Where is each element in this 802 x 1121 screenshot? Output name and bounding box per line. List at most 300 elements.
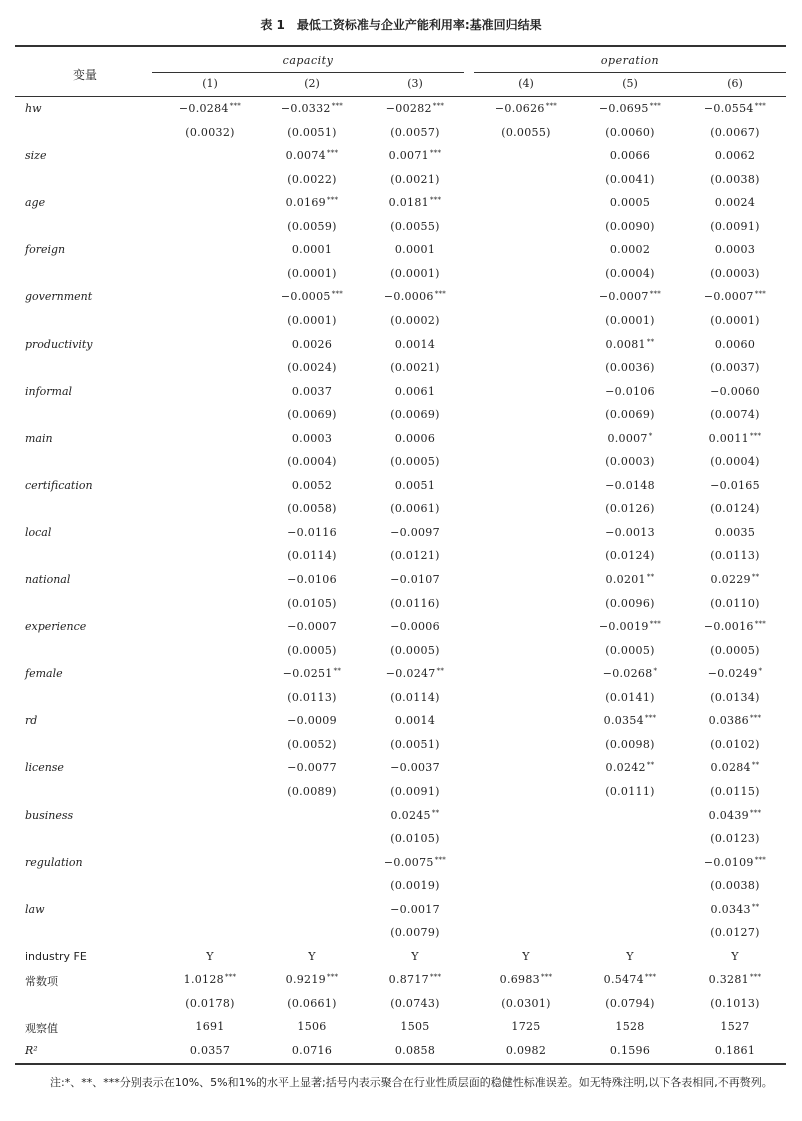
cell-value: 0.0035 — [714, 525, 756, 539]
cell-value: −0.0009 — [287, 714, 337, 728]
table-row — [0, 263, 802, 286]
cell-value: Y — [308, 949, 316, 963]
cell-value: (0.0037) — [710, 361, 760, 375]
table-cell — [683, 903, 787, 916]
significance-stars: ** — [751, 761, 760, 770]
table-cell — [683, 173, 787, 186]
cell-value: −0.0554 — [703, 102, 754, 115]
table-row — [0, 757, 802, 780]
table-cell — [363, 856, 467, 869]
table-cell — [683, 267, 787, 280]
table-cell — [683, 149, 787, 162]
significance-stars: *** — [326, 973, 339, 982]
cell-value: (0.0113) — [287, 690, 337, 704]
cell-value: Y — [522, 949, 530, 963]
row-label: 常数项 — [25, 975, 58, 989]
cell-value: −0.0284 — [178, 102, 229, 115]
table-row — [0, 216, 802, 239]
cell-value: −0.0037 — [390, 761, 440, 775]
cell-value: (0.0001) — [605, 313, 655, 327]
cell-value: 0.0007 — [607, 431, 648, 445]
table-cell — [683, 314, 787, 327]
cell-value: 0.0439 — [708, 808, 749, 822]
cell-value: (0.0001) — [287, 266, 337, 280]
table-cell — [474, 950, 578, 963]
table-cell — [683, 196, 787, 209]
table-caption — [0, 16, 802, 33]
table-cell — [578, 549, 682, 562]
cell-value: −0.0007 — [598, 290, 649, 304]
table-row — [0, 899, 802, 922]
table-cell — [578, 432, 682, 445]
cell-value: (0.0091) — [390, 784, 440, 798]
cell-value: (0.0001) — [287, 313, 337, 327]
significance-stars: * — [648, 431, 653, 440]
cell-value: (0.0038) — [710, 879, 760, 893]
table-cell — [260, 526, 364, 539]
table-row — [0, 475, 802, 498]
table-row — [0, 922, 802, 945]
table-cell — [683, 243, 787, 256]
row-label: age — [25, 196, 46, 210]
cell-value: (0.0661) — [287, 996, 337, 1010]
table-cell — [474, 973, 578, 986]
table-cell — [260, 149, 364, 162]
group-header-capacity: capacity — [282, 54, 334, 67]
table-cell — [578, 173, 682, 186]
table-cell — [578, 267, 682, 280]
column-number: (4) — [518, 77, 534, 90]
cell-value: −0.0007 — [703, 290, 754, 304]
table-cell — [363, 196, 467, 209]
cell-value: −0.0097 — [390, 525, 440, 539]
table-cell — [260, 714, 364, 727]
cell-value: (0.0003) — [605, 455, 655, 469]
table-cell — [578, 785, 682, 798]
table-cell — [578, 691, 682, 704]
table-cell — [683, 879, 787, 892]
cell-value: (0.0004) — [287, 455, 337, 469]
table-row — [0, 993, 802, 1016]
table-cell — [260, 1044, 364, 1057]
cell-value: Y — [411, 949, 419, 963]
table-cell — [363, 126, 467, 139]
significance-stars: ** — [646, 761, 655, 770]
row-label: rd — [25, 714, 38, 728]
header-rule — [15, 96, 786, 97]
cell-value: 0.9219 — [285, 973, 326, 987]
row-label: size — [25, 149, 47, 163]
cell-value: (0.0005) — [287, 643, 337, 657]
cell-value: 0.0284 — [710, 761, 751, 775]
cell-value: (0.0089) — [287, 784, 337, 798]
cell-value: (0.0005) — [710, 643, 760, 657]
significance-stars: ** — [333, 667, 342, 676]
row-label: certification — [25, 478, 93, 492]
cell-value: 0.0071 — [388, 149, 429, 163]
table-cell — [683, 973, 787, 986]
cell-value: 0.0026 — [291, 337, 333, 351]
row-label: law — [25, 902, 45, 916]
table-cell — [578, 738, 682, 751]
table-cell — [363, 502, 467, 515]
significance-stars: ** — [436, 667, 445, 676]
cell-value: 0.0354 — [603, 714, 644, 728]
cell-value: (0.0178) — [185, 996, 235, 1010]
significance-stars: *** — [749, 973, 762, 982]
table-cell — [578, 338, 682, 351]
table-cell — [683, 526, 787, 539]
cell-value: 0.0357 — [189, 1044, 231, 1057]
table-cell — [683, 1044, 787, 1057]
table-row — [0, 498, 802, 521]
table-row — [0, 145, 802, 168]
cell-value: (0.0074) — [710, 408, 760, 422]
table-cell — [683, 667, 787, 680]
column-number: (2) — [304, 77, 320, 90]
table-cell — [474, 1020, 578, 1033]
table-cell — [158, 102, 262, 115]
cell-value: (0.0105) — [287, 596, 337, 610]
significance-stars: *** — [754, 855, 767, 864]
cell-value: −0.0013 — [605, 525, 655, 539]
cell-value: 0.0386 — [708, 714, 749, 728]
significance-stars: ** — [646, 573, 655, 581]
table-cell — [363, 173, 467, 186]
significance-stars: *** — [644, 973, 657, 982]
table-cell — [363, 785, 467, 798]
table-cell — [578, 149, 682, 162]
row-label: hw — [25, 102, 42, 115]
row-label: R² — [25, 1044, 38, 1057]
table-cell — [474, 1044, 578, 1057]
significance-stars: *** — [545, 102, 558, 110]
table-row — [0, 122, 802, 145]
table-cell — [363, 549, 467, 562]
table-cell — [260, 785, 364, 798]
cell-value: −0.0007 — [287, 620, 337, 634]
table-cell — [363, 479, 467, 492]
table-cell — [578, 385, 682, 398]
table-cell — [363, 997, 467, 1010]
cell-value: −0.0626 — [494, 102, 545, 115]
cell-value: (0.0036) — [605, 361, 655, 375]
cell-value: (0.0057) — [390, 125, 440, 139]
cell-value: −0.0060 — [710, 384, 760, 398]
table-cell — [158, 950, 262, 963]
table-row — [0, 1040, 802, 1063]
table-number: 表 1 — [260, 18, 285, 32]
row-label: license — [25, 761, 64, 775]
cell-value: 0.0066 — [609, 149, 651, 163]
table-row — [0, 1016, 802, 1039]
table-cell — [260, 667, 364, 680]
table-cell — [578, 644, 682, 657]
table-cell — [683, 785, 787, 798]
table-cell — [260, 267, 364, 280]
cell-value: (0.0069) — [605, 408, 655, 422]
table-cell — [363, 361, 467, 374]
significance-stars: *** — [429, 149, 442, 158]
table-cell — [683, 761, 787, 774]
cell-value: −0.0106 — [605, 384, 655, 398]
cell-value: (0.0059) — [287, 219, 337, 233]
table-cell — [578, 620, 682, 633]
cell-value: 0.0024 — [714, 196, 756, 210]
significance-stars: *** — [331, 290, 344, 299]
significance-stars: *** — [224, 973, 237, 982]
cell-value: (0.0126) — [605, 502, 655, 516]
table-row — [0, 239, 802, 262]
cell-value: (0.0058) — [287, 502, 337, 516]
table-cell — [683, 290, 787, 303]
column-number: (1) — [202, 77, 218, 90]
table-cell — [363, 903, 467, 916]
table-cell — [260, 738, 364, 751]
table-cell — [260, 620, 364, 633]
cell-value: −0.0005 — [280, 290, 331, 304]
table-cell — [260, 644, 364, 657]
cell-value: (0.1013) — [710, 996, 760, 1010]
significance-stars: ** — [751, 902, 760, 911]
table-cell — [683, 361, 787, 374]
table-cell — [683, 997, 787, 1010]
table-cell — [260, 126, 364, 139]
table-cell — [578, 314, 682, 327]
significance-stars: * — [653, 667, 658, 676]
significance-stars: ** — [751, 573, 760, 581]
table-cell — [260, 502, 364, 515]
cell-value: (0.0121) — [390, 549, 440, 563]
table-cell — [363, 691, 467, 704]
table-cell — [578, 102, 682, 115]
table-cell — [260, 220, 364, 233]
table-row — [0, 805, 802, 828]
table-cell — [683, 479, 787, 492]
significance-stars: *** — [429, 196, 442, 205]
table-cell — [578, 573, 682, 586]
table-row — [0, 616, 802, 639]
table-cell — [683, 644, 787, 657]
table-cell — [260, 408, 364, 421]
table-cell — [260, 361, 364, 374]
cell-value: 0.0181 — [388, 196, 429, 210]
cell-value: (0.0069) — [287, 408, 337, 422]
table-cell — [363, 714, 467, 727]
table-row — [0, 522, 802, 545]
table-cell — [683, 549, 787, 562]
table-cell — [260, 102, 364, 115]
cell-value: −0.0019 — [598, 620, 649, 634]
group-header-operation: operation — [600, 54, 660, 67]
table-cell — [363, 597, 467, 610]
significance-stars: ** — [646, 337, 655, 346]
cell-value: 0.0858 — [394, 1044, 436, 1057]
cell-value: (0.0091) — [710, 219, 760, 233]
table-cell — [158, 126, 262, 139]
cell-value: 0.0051 — [394, 478, 436, 492]
table-cell — [260, 549, 364, 562]
table-cell — [578, 1044, 682, 1057]
table-cell — [363, 149, 467, 162]
cell-value: (0.0032) — [185, 125, 235, 139]
table-cell — [578, 243, 682, 256]
cell-value: (0.0060) — [605, 125, 655, 139]
cell-value: −0.0695 — [598, 102, 649, 115]
table-cell — [683, 950, 787, 963]
table-cell — [260, 573, 364, 586]
table-cell — [683, 126, 787, 139]
table-row — [0, 875, 802, 898]
cell-value: (0.0110) — [710, 596, 760, 610]
table-row — [0, 781, 802, 804]
cell-value: 0.0011 — [708, 431, 749, 445]
table-cell — [260, 290, 364, 303]
table-cell — [683, 455, 787, 468]
table-row — [0, 310, 802, 333]
table-cell — [363, 926, 467, 939]
cell-value: (0.0005) — [390, 643, 440, 657]
table-cell — [578, 502, 682, 515]
cell-value: 0.1596 — [609, 1044, 651, 1057]
table-cell — [363, 879, 467, 892]
table-row — [0, 404, 802, 427]
cell-value: (0.0743) — [390, 996, 440, 1010]
table-cell — [363, 220, 467, 233]
cell-value: −0.0109 — [703, 855, 754, 869]
cell-value: 1691 — [195, 1020, 225, 1034]
cell-value: (0.0004) — [605, 266, 655, 280]
table-row — [0, 852, 802, 875]
table-cell — [683, 714, 787, 727]
significance-stars: *** — [429, 973, 442, 982]
table-row — [0, 545, 802, 568]
table-cell — [260, 196, 364, 209]
table-cell — [578, 526, 682, 539]
cell-value: 0.0169 — [285, 196, 326, 210]
significance-stars: *** — [434, 855, 447, 864]
cell-value: (0.0123) — [710, 832, 760, 846]
significance-stars: *** — [540, 973, 553, 982]
table-cell — [578, 196, 682, 209]
cell-value: 0.6983 — [499, 973, 540, 987]
table-cell — [363, 455, 467, 468]
cell-value: (0.0051) — [287, 125, 337, 139]
table-row — [0, 334, 802, 357]
table-cell — [578, 290, 682, 303]
table-cell — [363, 832, 467, 845]
cell-value: 0.0001 — [291, 243, 333, 257]
table-cell — [363, 338, 467, 351]
table-note: 注:*、**、***分别表示在10%、5%和1%的水平上显著;括号内表示聚合在行业性质层面的稳健性标准误差。如无特殊注明,以下各表相同,不再赘列。 — [50, 1076, 773, 1089]
table-cell — [683, 220, 787, 233]
table-cell — [363, 385, 467, 398]
table-cell — [683, 832, 787, 845]
table-cell — [260, 455, 364, 468]
significance-stars: *** — [749, 714, 762, 723]
cell-value: (0.0022) — [287, 172, 337, 186]
cell-value: (0.0052) — [287, 737, 337, 751]
row-label: regulation — [25, 855, 83, 869]
table-row — [0, 640, 802, 663]
cell-value: 0.0343 — [710, 902, 751, 916]
table-row — [0, 734, 802, 757]
cell-value: (0.0055) — [501, 125, 551, 139]
row-label: 观察值 — [25, 1022, 58, 1036]
table-cell — [363, 1044, 467, 1057]
table-cell — [363, 102, 467, 115]
table-cell — [363, 761, 467, 774]
cell-value: 0.0006 — [394, 431, 436, 445]
cell-value: −0.0107 — [390, 573, 440, 586]
cell-value: (0.0019) — [390, 879, 440, 893]
cell-value: (0.0134) — [710, 690, 760, 704]
table-row — [0, 357, 802, 380]
cell-value: 1.0128 — [183, 973, 224, 987]
cell-value: (0.0021) — [390, 172, 440, 186]
cell-value: (0.0090) — [605, 219, 655, 233]
table-cell — [683, 856, 787, 869]
cell-value: 0.0014 — [394, 714, 436, 728]
table-cell — [578, 997, 682, 1010]
table-cell — [578, 408, 682, 421]
cell-value: 1528 — [615, 1020, 645, 1034]
table-row — [0, 569, 802, 592]
table-cell — [578, 479, 682, 492]
cell-value: (0.0102) — [710, 737, 760, 751]
table-cell — [260, 385, 364, 398]
table-cell — [260, 432, 364, 445]
cell-value: 0.0242 — [605, 761, 646, 775]
table-cell — [578, 455, 682, 468]
significance-stars: *** — [754, 290, 767, 299]
table-cell — [683, 1020, 787, 1033]
table-cell — [363, 667, 467, 680]
table-cell — [363, 432, 467, 445]
row-label: productivity — [25, 337, 93, 351]
table-cell — [260, 338, 364, 351]
significance-stars: *** — [326, 196, 339, 205]
table-cell — [260, 597, 364, 610]
table-cell — [158, 1044, 262, 1057]
cell-value: 0.0081 — [605, 337, 646, 351]
significance-stars: *** — [434, 290, 447, 299]
column-number: (3) — [407, 77, 423, 90]
table-row — [0, 286, 802, 309]
table-cell — [474, 126, 578, 139]
cell-value: (0.0051) — [390, 737, 440, 751]
cell-value: 0.0014 — [394, 337, 436, 351]
table-cell — [474, 102, 578, 115]
cell-value: 0.1861 — [714, 1044, 756, 1057]
cell-value: (0.0098) — [605, 737, 655, 751]
cell-value: (0.0003) — [710, 266, 760, 280]
significance-stars: *** — [754, 620, 767, 629]
table-cell — [683, 338, 787, 351]
table-row — [0, 192, 802, 215]
cell-value: 0.0001 — [394, 243, 436, 257]
table-cell — [363, 620, 467, 633]
table-row — [0, 169, 802, 192]
significance-stars: * — [758, 667, 763, 676]
significance-stars: *** — [649, 290, 662, 299]
cell-value: 0.0716 — [291, 1044, 333, 1057]
table-cell — [363, 314, 467, 327]
cell-value: Y — [626, 949, 634, 963]
cell-value: (0.0004) — [710, 455, 760, 469]
table-cell — [363, 526, 467, 539]
table-cell — [260, 314, 364, 327]
